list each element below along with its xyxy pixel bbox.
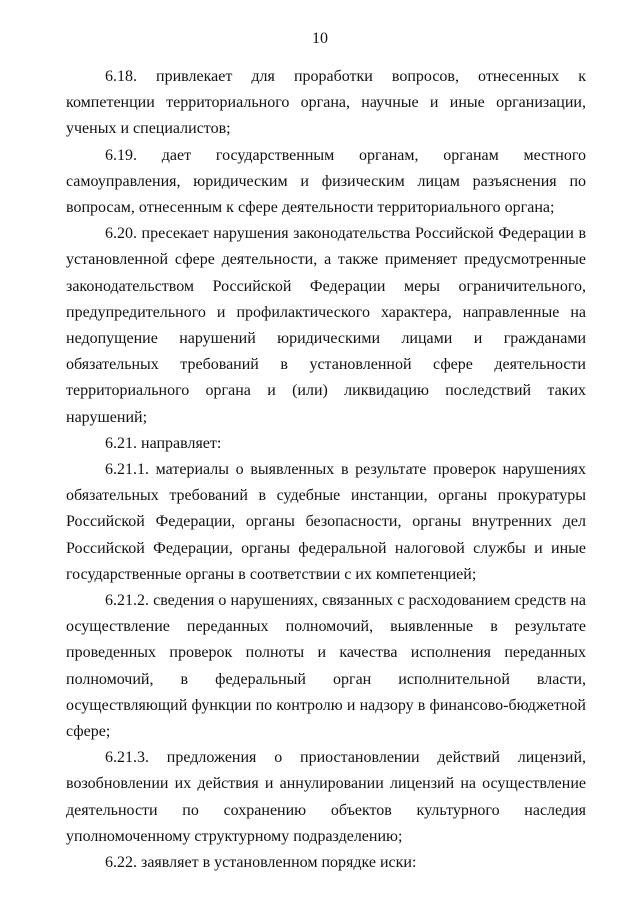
page-number: 10 [312, 30, 328, 47]
paragraph-6-21-2: 6.21.2. сведения о нарушениях, связанных с расходованием средств на осуществление переданных полномочий, выявленные в результате проведенных проверок полноты и качества исполнения переданных полномочий, в федеральный орган исполнительной власти, осуществляющий функции по контролю и надзору в финансово-бюджетной сфере; [66, 592, 586, 741]
paragraph-6-22: 6.22. заявляет в установленном порядке иски: [105, 854, 417, 872]
paragraph-6-20: 6.20. пресекает нарушения законодательства Российской Федерации в установленной сфере деятельности, а также применяет предусмотренные законодательством Российской Федерации меры ограничительного, предупредительного и профилактического характера, направленные на недопущение нарушений юридическими лицами и гражданами обязательных требований в установленной сфере деятельности территориального органа и (или) ликвидацию последствий таких нарушений; [66, 225, 586, 426]
paragraph-6-18: 6.18. привлекает для проработки вопросов, отнесенных к компетенции территориального органа, научные и иные организации, ученых и специалистов; [66, 68, 586, 138]
paragraph-6-21-1: 6.21.1. материалы о выявленных в результате проверок нарушениях обязательных требований в судебные инстанции, органы прокуратуры Российской Федерации, органы безопасности, органы внутренних дел Российской Федерации, органы федеральной налоговой службы и иные государственные органы в соответствии с их компетенцией; [66, 461, 586, 583]
document-body [66, 64, 586, 876]
paragraph-6-19: 6.19. дает государственным органам, органам местного самоуправления, юридическим и физическим лицам разъяснения по вопросам, отнесенным к сфере деятельности территориального органа; [66, 146, 586, 217]
paragraph-6-21: 6.21. направляет: [105, 434, 222, 452]
paragraph-6-21-3: 6.21.3. предложения о приостановлении действий лицензий, возобновлении их действия и аннулировании лицензий на осуществление деятельности по сохранению объектов культурного наследия уполномоченному структурному подразделению; [66, 749, 586, 845]
